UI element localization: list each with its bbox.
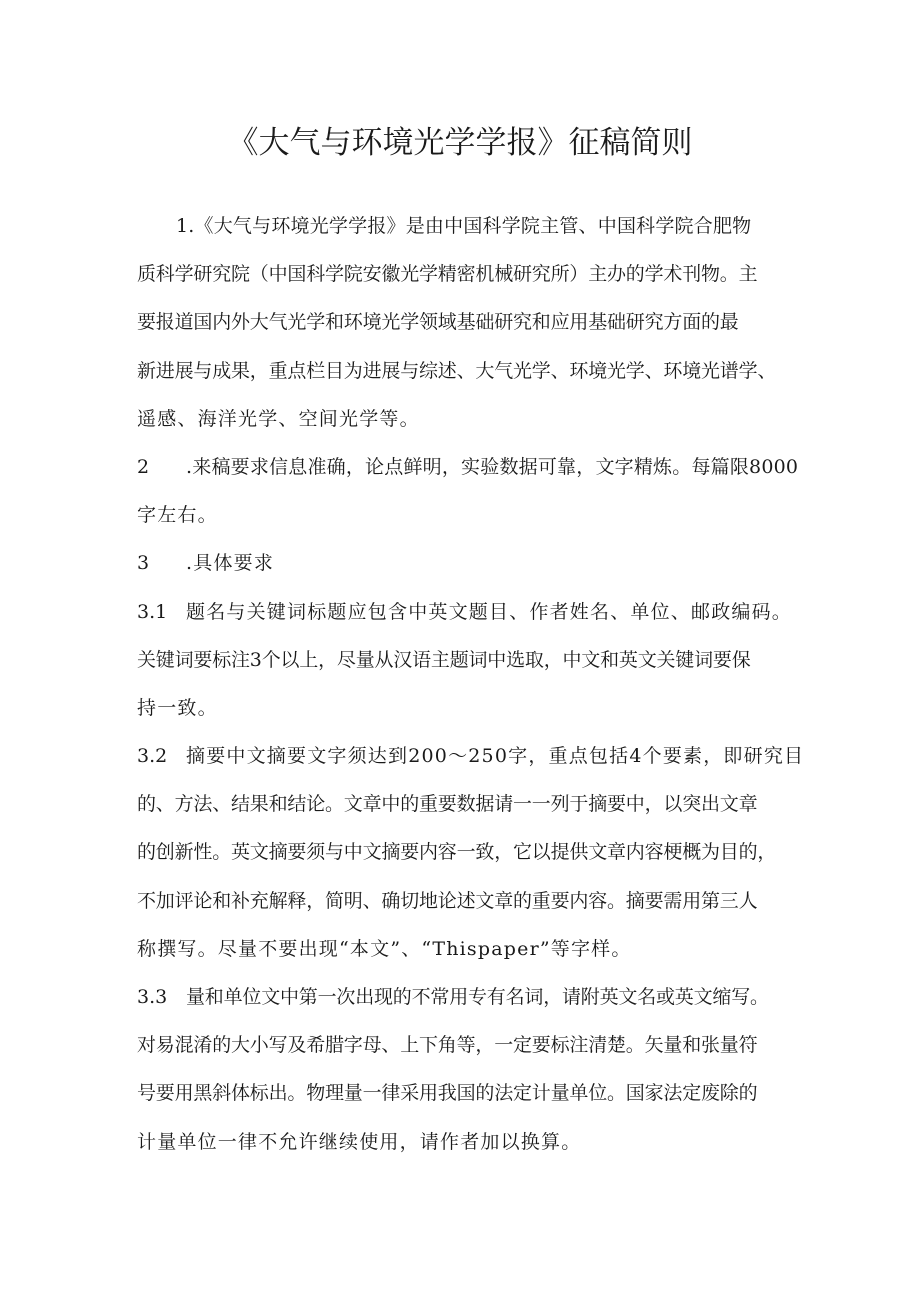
document-title: 《大气与环境光学学报》征稿简则 (227, 125, 693, 161)
section-1-number: 1 (176, 215, 189, 237)
item-3-3-line-1: 3.3 量和单位文中第一次出现的不常用专有名词，请附英文名或英文缩写。 (137, 973, 803, 1021)
item-3-2-line-1: 3.2 摘要中文摘要文字须达到200～250字，重点包括4个要素，即研究目 (137, 732, 803, 780)
section-1-line-3: 要报道国内外大气光学和环境光学领域基础研究和应用基础研究方面的最 (137, 311, 739, 334)
section-3-heading: 3 .具体要求 (137, 539, 803, 587)
section-1-line-4: 新进展与成果，重点栏目为进展与综述、大气光学、环境光学、环境光谱学、 (137, 359, 777, 382)
item-3-3-line-4: 计量单位一律不允许继续使用，请作者加以换算。 (137, 1130, 582, 1153)
section-1-line-5: 遥感、海洋光学、空间光学等。 (137, 407, 420, 430)
item-3-2-number: 3.2 (137, 745, 168, 768)
item-3-1-line-3: 持一致。 (137, 696, 218, 719)
item-3-2-line-2: 的、方法、结果和结论。文章中的重要数据请一一列于摘要中，以突出文章 (137, 793, 758, 816)
item-3-2-line-5: 称撰写。尽量不要出现“本文”、“Thispaper”等字样。 (137, 937, 632, 960)
item-3-3-line-2: 对易混淆的大小写及希腊字母、上下角等，一定要标注清楚。矢量和张量符 (137, 1034, 758, 1057)
item-3-3-line-3: 号要用黑斜体标出。物理量一律采用我国的法定计量单位。国家法定废除的 (137, 1082, 758, 1105)
section-3-number: 3 (137, 552, 150, 575)
section-2-number: 2 (137, 455, 150, 478)
document-body (137, 202, 803, 1166)
section-1-line-2: 质科学研究院（中国科学院安徽光学精密机械研究所）主办的学术刊物。主 (137, 263, 758, 286)
section-2-line-2: 字左右。 (137, 504, 218, 527)
item-3-3-number: 3.3 (137, 986, 168, 1008)
item-3-1-number: 3.1 (137, 600, 168, 623)
item-3-2-line-4: 不加评论和补充解释，简明、确切地论述文章的重要内容。摘要需用第三人 (137, 889, 758, 912)
section-1-line-1: 1.《大气与环境光学学报》是由中国科学院主管、中国科学院合肥物 (176, 215, 752, 237)
item-3-2-line-3: 的创新性。英文摘要须与中文摘要内容一致，它以提供文章内容梗概为目的， (137, 841, 777, 864)
item-3-1-line-2: 关键词要标注3个以上，尽量从汉语主题词中选取，中文和英文关键词要保 (137, 648, 751, 671)
item-3-1-line-1: 3.1 题名与关键词标题应包含中英文题目、作者姓名、单位、邮政编码。 (137, 588, 803, 636)
section-2-line-1: 2 .来稿要求信息准确，论点鲜明，实验数据可靠，文字精炼。每篇限8000 (137, 443, 803, 491)
